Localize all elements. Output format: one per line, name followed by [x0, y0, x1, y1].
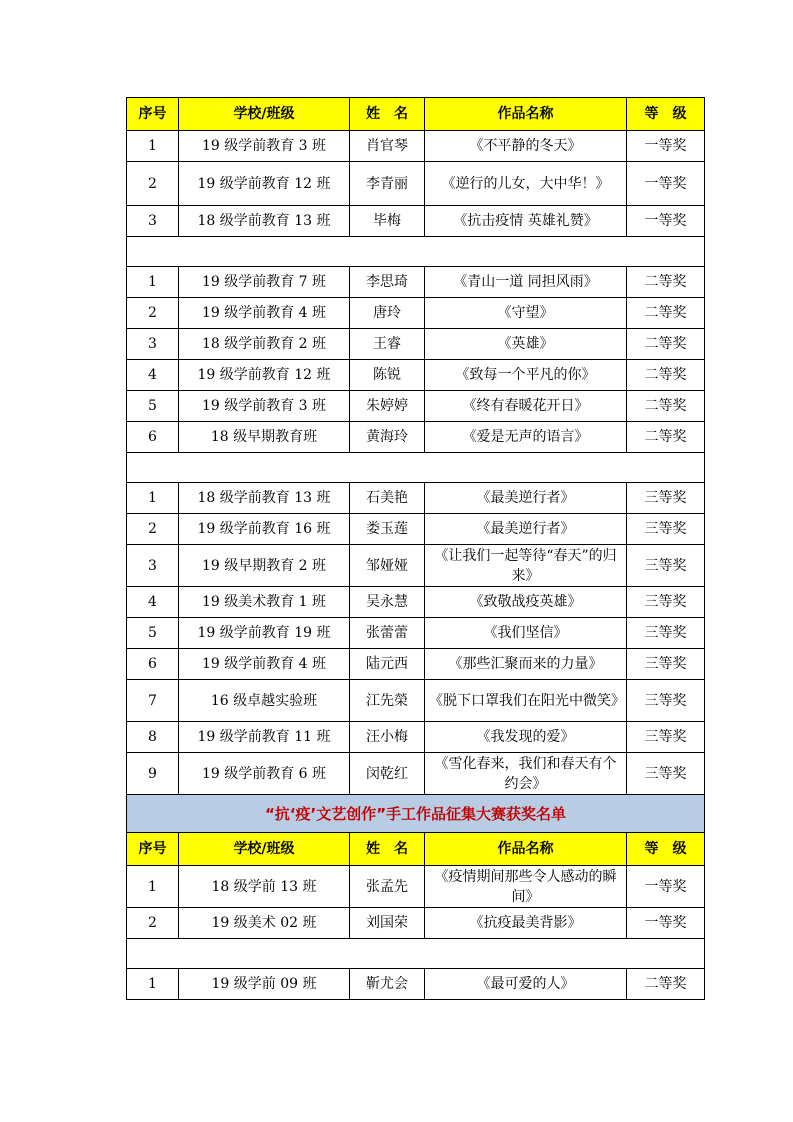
class-cell: 19 级美术 02 班 [179, 908, 350, 939]
name-cell: 陈锐 [350, 360, 425, 391]
work-title-cell: 《我发现的爱》 [425, 722, 627, 753]
grade-cell: 一等奖 [627, 908, 705, 939]
work-title-cell: 《我们坚信》 [425, 618, 627, 649]
class-cell: 19 级学前教育 11 班 [179, 722, 350, 753]
table-row [127, 866, 705, 908]
table-row [127, 649, 705, 680]
grade-cell: 三等奖 [627, 722, 705, 753]
seq-cell: 7 [127, 680, 179, 722]
work-title-cell: 《雪化春来，我们和春天有个约会》 [425, 753, 627, 795]
work-title-cell: 《致敬战疫英雄》 [425, 587, 627, 618]
seq-cell: 1 [127, 267, 179, 298]
seq-cell: 1 [127, 969, 179, 1000]
name-cell: 闵乾红 [350, 753, 425, 795]
grade-cell: 二等奖 [627, 422, 705, 453]
seq-cell: 2 [127, 298, 179, 329]
header-grade-cell: 等 级 [627, 833, 705, 866]
grade-cell: 二等奖 [627, 329, 705, 360]
grade-cell: 二等奖 [627, 391, 705, 422]
seq-cell: 3 [127, 329, 179, 360]
seq-cell: 6 [127, 422, 179, 453]
seq-cell: 4 [127, 360, 179, 391]
class-cell: 19 级学前教育 3 班 [179, 131, 350, 162]
work-title-cell: 《最美逆行者》 [425, 483, 627, 514]
grade-cell: 三等奖 [627, 545, 705, 587]
name-cell: 刘国荣 [350, 908, 425, 939]
work-title-cell: 《抗击疫情 英雄礼赞》 [425, 206, 627, 237]
class-cell: 19 级学前教育 7 班 [179, 267, 350, 298]
work-title-cell: 《那些汇聚而来的力量》 [425, 649, 627, 680]
class-cell: 18 级学前教育 13 班 [179, 206, 350, 237]
seq-cell: 4 [127, 587, 179, 618]
table-row [127, 722, 705, 753]
table-row [127, 483, 705, 514]
name-cell: 汪小梅 [350, 722, 425, 753]
table-row [127, 908, 705, 939]
header-seq-cell: 序号 [127, 98, 179, 131]
header-class-cell: 学校/班级 [179, 98, 350, 131]
table-row [127, 969, 705, 1000]
table-row [127, 618, 705, 649]
seq-cell: 2 [127, 908, 179, 939]
work-title-cell: 《致每一个平凡的你》 [425, 360, 627, 391]
class-cell: 19 级美术教育 1 班 [179, 587, 350, 618]
name-cell: 王睿 [350, 329, 425, 360]
class-cell: 19 级学前教育 4 班 [179, 649, 350, 680]
group-separator-row [127, 939, 705, 969]
work-title-cell: 《脱下口罩我们在阳光中微笑》 [425, 680, 627, 722]
table-row [127, 162, 705, 206]
class-cell: 19 级学前教育 12 班 [179, 162, 350, 206]
table-row [127, 514, 705, 545]
work-title-cell: 《最可爱的人》 [425, 969, 627, 1000]
name-cell: 张蕾蕾 [350, 618, 425, 649]
header-name-cell: 姓 名 [350, 833, 425, 866]
grade-cell: 二等奖 [627, 969, 705, 1000]
work-title-cell: 《最美逆行者》 [425, 514, 627, 545]
header-grade-cell: 等 级 [627, 98, 705, 131]
seq-cell: 9 [127, 753, 179, 795]
table-header-row [127, 833, 705, 866]
name-cell: 吴永慧 [350, 587, 425, 618]
work-title-cell: 《疫情期间那些令人感动的瞬间》 [425, 866, 627, 908]
name-cell: 张孟先 [350, 866, 425, 908]
name-cell: 黄海玲 [350, 422, 425, 453]
name-cell: 李青丽 [350, 162, 425, 206]
seq-cell: 3 [127, 206, 179, 237]
grade-cell: 二等奖 [627, 360, 705, 391]
header-name-cell: 姓 名 [350, 98, 425, 131]
table-row [127, 267, 705, 298]
section-banner-title: “抗‘疫’文艺创作”手工作品征集大赛获奖名单 [127, 795, 705, 833]
grade-cell: 三等奖 [627, 680, 705, 722]
grade-cell: 三等奖 [627, 483, 705, 514]
awards-sheet [126, 97, 704, 1000]
name-cell: 邹娅娅 [350, 545, 425, 587]
grade-cell: 一等奖 [627, 206, 705, 237]
awards-table [126, 97, 705, 1000]
class-cell: 18 级学前教育 13 班 [179, 483, 350, 514]
class-cell: 19 级学前教育 16 班 [179, 514, 350, 545]
class-cell: 19 级学前教育 19 班 [179, 618, 350, 649]
grade-cell: 二等奖 [627, 267, 705, 298]
seq-cell: 1 [127, 866, 179, 908]
seq-cell: 5 [127, 391, 179, 422]
grade-cell: 三等奖 [627, 587, 705, 618]
seq-cell: 5 [127, 618, 179, 649]
name-cell: 娄玉莲 [350, 514, 425, 545]
work-title-cell: 《抗疫最美背影》 [425, 908, 627, 939]
name-cell: 江先榮 [350, 680, 425, 722]
group-separator-row [127, 237, 705, 267]
name-cell: 肖官琴 [350, 131, 425, 162]
table-row [127, 131, 705, 162]
table-row [127, 329, 705, 360]
grade-cell: 三等奖 [627, 618, 705, 649]
group-separator-cell [127, 939, 705, 969]
table-row [127, 587, 705, 618]
name-cell: 石美艳 [350, 483, 425, 514]
table-header-row [127, 98, 705, 131]
name-cell: 李思琦 [350, 267, 425, 298]
table-row [127, 545, 705, 587]
work-title-cell: 《不平静的冬天》 [425, 131, 627, 162]
group-separator-cell [127, 237, 705, 267]
header-work-title-cell: 作品名称 [425, 98, 627, 131]
header-work-title-cell: 作品名称 [425, 833, 627, 866]
work-title-cell: 《守望》 [425, 298, 627, 329]
grade-cell: 三等奖 [627, 514, 705, 545]
table-row [127, 391, 705, 422]
work-title-cell: 《青山一道 同担风雨》 [425, 267, 627, 298]
class-cell: 18 级早期教育班 [179, 422, 350, 453]
table-row [127, 422, 705, 453]
awards-table-body [127, 98, 705, 1000]
class-cell: 18 级学前 13 班 [179, 866, 350, 908]
section-banner-row [127, 795, 705, 833]
table-row [127, 753, 705, 795]
grade-cell: 二等奖 [627, 298, 705, 329]
header-seq-cell: 序号 [127, 833, 179, 866]
class-cell: 19 级学前 09 班 [179, 969, 350, 1000]
work-title-cell: 《爱是无声的语言》 [425, 422, 627, 453]
seq-cell: 8 [127, 722, 179, 753]
seq-cell: 1 [127, 131, 179, 162]
grade-cell: 一等奖 [627, 162, 705, 206]
seq-cell: 6 [127, 649, 179, 680]
group-separator-row [127, 453, 705, 483]
class-cell: 19 级早期教育 2 班 [179, 545, 350, 587]
work-title-cell: 《逆行的儿女，大中华！》 [425, 162, 627, 206]
grade-cell: 三等奖 [627, 753, 705, 795]
seq-cell: 3 [127, 545, 179, 587]
grade-cell: 一等奖 [627, 131, 705, 162]
seq-cell: 2 [127, 514, 179, 545]
name-cell: 朱婷婷 [350, 391, 425, 422]
name-cell: 唐玲 [350, 298, 425, 329]
table-row [127, 680, 705, 722]
table-row [127, 360, 705, 391]
work-title-cell: 《让我们一起等待“春天”的归来》 [425, 545, 627, 587]
name-cell: 陆元西 [350, 649, 425, 680]
table-row [127, 298, 705, 329]
class-cell: 18 级学前教育 2 班 [179, 329, 350, 360]
grade-cell: 一等奖 [627, 866, 705, 908]
group-separator-cell [127, 453, 705, 483]
grade-cell: 三等奖 [627, 649, 705, 680]
table-row [127, 206, 705, 237]
class-cell: 16 级卓越实验班 [179, 680, 350, 722]
work-title-cell: 《英雄》 [425, 329, 627, 360]
class-cell: 19 级学前教育 12 班 [179, 360, 350, 391]
class-cell: 19 级学前教育 3 班 [179, 391, 350, 422]
name-cell: 毕梅 [350, 206, 425, 237]
seq-cell: 2 [127, 162, 179, 206]
work-title-cell: 《终有春暖花开日》 [425, 391, 627, 422]
class-cell: 19 级学前教育 4 班 [179, 298, 350, 329]
class-cell: 19 级学前教育 6 班 [179, 753, 350, 795]
header-class-cell: 学校/班级 [179, 833, 350, 866]
seq-cell: 1 [127, 483, 179, 514]
name-cell: 靳尤会 [350, 969, 425, 1000]
